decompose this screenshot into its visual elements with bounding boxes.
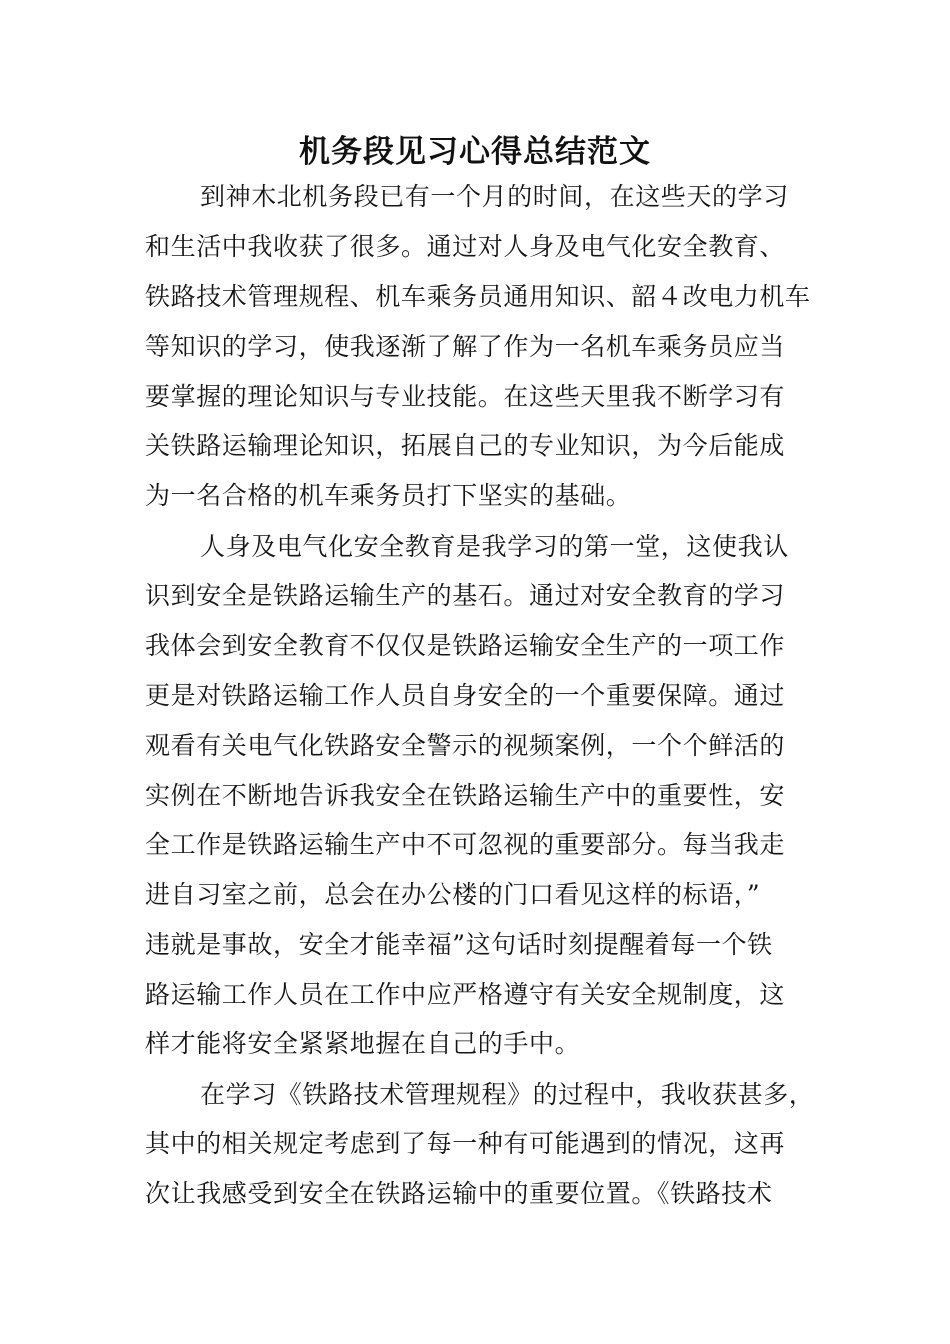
paragraph-1-line-4: 等知识的学习，使我逐渐了解了作为一名机车乘务员应当: [145, 332, 786, 361]
paragraph-1-line-3: 铁路技术管理规程、机车乘务员通用知识、韶４改电力机车: [145, 282, 811, 311]
document-title: 机务段见习心得总结范文: [299, 134, 651, 170]
paragraph-1-line-7: 为一名合格的机车乘务员打下坚实的基础。: [145, 481, 632, 510]
paragraph-1-line-2: 和生活中我收获了很多。通过对人身及电气化安全教育、: [145, 232, 786, 261]
paragraph-1-line-6: 关铁路运输理论知识，拓展自己的专业知识，为今后能成: [145, 431, 786, 460]
paragraph-2-line-4: 更是对铁路运输工作人员自身安全的一个重要保障。通过: [145, 681, 786, 710]
paragraph-2-line-11: 样才能将安全紧紧地握在自己的手中。: [145, 1029, 581, 1058]
paragraph-2-line-8: 进自习室之前，总会在办公楼的门口看见这样的标语，”: [145, 880, 761, 909]
paragraph-2-line-9: 违就是事故，安全才能幸福”这句话时刻提醒着每一个铁: [145, 930, 773, 959]
paragraph-2-line-6: 实例在不断地告诉我安全在铁路运输生产中的重要性，安: [145, 781, 786, 810]
paragraph-2-line-1: 人身及电气化安全教育是我学习的第一堂，这使我认: [200, 532, 789, 561]
paragraph-2-line-7: 全工作是铁路运输生产中不可忽视的重要部分。每当我走: [145, 830, 786, 859]
paragraph-2-line-3: 我体会到安全教育不仅仅是铁路运输安全生产的一项工作: [145, 631, 786, 660]
paragraph-3-line-2: 其中的相关规定考虑到了每一种有可能遇到的情况，这再: [145, 1129, 786, 1158]
paragraph-3-line-3: 次让我感受到安全在铁路运输中的重要位置。《铁路技术: [145, 1179, 773, 1208]
paragraph-3-line-1: 在学习《铁路技术管理规程》的过程中，我收获甚多，: [200, 1080, 815, 1109]
paragraph-1-line-1: 到神木北机务段已有一个月的时间，在这些天的学习: [200, 182, 789, 211]
paragraph-2-line-2: 识到安全是铁路运输生产的基石。通过对安全教育的学习: [145, 581, 786, 610]
paragraph-2-line-5: 观看有关电气化铁路安全警示的视频案例，一个个鲜活的: [145, 731, 786, 760]
paragraph-1-line-5: 要掌握的理论知识与专业技能。在这些天里我不断学习有: [145, 382, 786, 411]
paragraph-2-line-10: 路运输工作人员在工作中应严格遵守有关安全规制度，这: [145, 980, 786, 1009]
